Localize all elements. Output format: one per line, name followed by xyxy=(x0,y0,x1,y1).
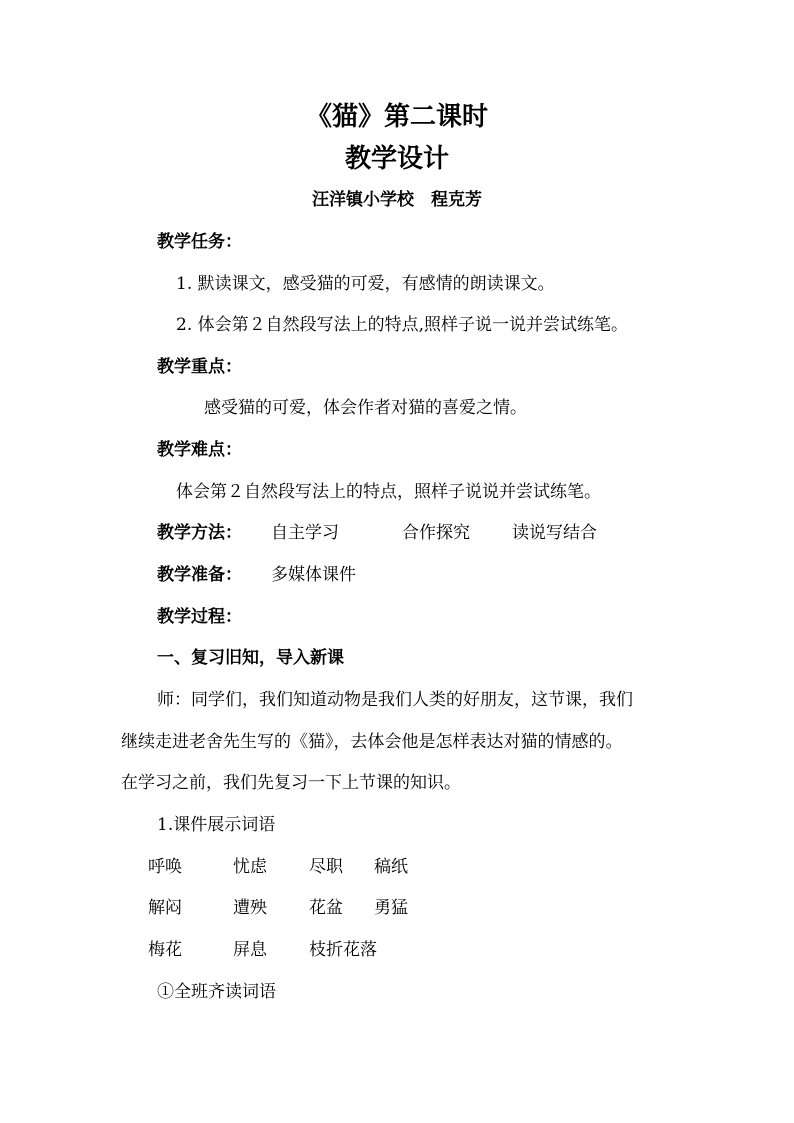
task-item-1: 1. 默读课文，感受猫的可爱，有感情的朗读课文。 xyxy=(176,274,555,294)
document-subtitle: 教学设计 xyxy=(344,144,449,174)
word-item: 解闷 xyxy=(148,898,182,918)
paragraph-line: 在学习之前，我们先复习一下上节课的知识。 xyxy=(121,773,461,793)
method-item: 自主学习 xyxy=(271,523,339,543)
word-item: 枝折花落 xyxy=(309,940,377,960)
task-heading: 教学任务： xyxy=(157,232,242,252)
difficulty-text: 体会第２自然段写法上的特点，照样子说说并尝试练笔。 xyxy=(176,482,601,502)
method-heading: 教学方法： xyxy=(157,523,242,543)
section-heading: 一、复习旧知，导入新课 xyxy=(157,648,344,668)
word-item: 花盆 xyxy=(309,898,343,918)
word-item: 遭殃 xyxy=(233,898,267,918)
paragraph-line: 继续走进老舍先生写的《猫》，去体会他是怎样表达对猫的情感的。 xyxy=(121,732,623,752)
method-item: 读说写结合 xyxy=(512,523,597,543)
word-item: 尽职 xyxy=(309,857,343,877)
word-item: 屏息 xyxy=(233,940,267,960)
step-heading: 1.课件展示词语 xyxy=(157,815,276,835)
document-title: 《猫》第二课时 xyxy=(305,102,488,132)
step-subitem: ①全班齐读词语 xyxy=(157,982,276,1002)
paragraph-line: 师：同学们，我们知道动物是我们人类的好朋友，这节课，我们 xyxy=(157,690,633,710)
key-heading: 教学重点： xyxy=(157,357,242,377)
prep-text: 多媒体课件 xyxy=(271,565,356,585)
prep-heading: 教学准备： xyxy=(157,565,242,585)
process-heading: 教学过程： xyxy=(157,607,242,627)
word-item: 忧虑 xyxy=(233,857,267,877)
word-item: 呼唤 xyxy=(148,857,182,877)
word-item: 勇猛 xyxy=(374,898,408,918)
difficulty-heading: 教学难点： xyxy=(157,440,242,460)
task-item-2: 2. 体会第２自然段写法上的特点,照样子说一说并尝试练笔。 xyxy=(176,315,629,335)
word-item: 稿纸 xyxy=(374,857,408,877)
key-text: 感受猫的可爱，体会作者对猫的喜爱之情。 xyxy=(204,398,527,418)
word-item: 梅花 xyxy=(148,940,182,960)
method-item: 合作探究 xyxy=(402,523,470,543)
author-line: 汪洋镇小学校 程克芳 xyxy=(312,190,482,210)
